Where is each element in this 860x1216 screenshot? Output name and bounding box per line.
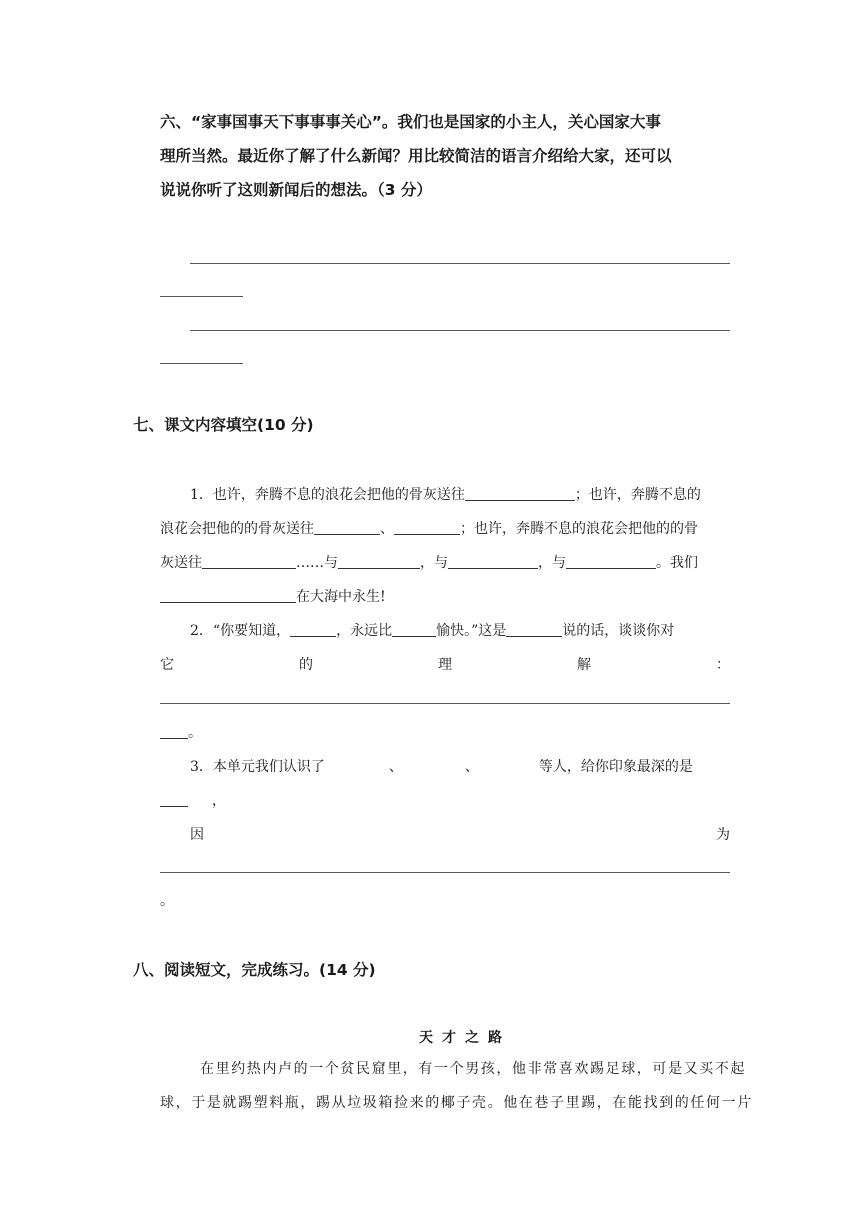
spread-char: 理 (438, 657, 452, 673)
q7-item2-line-2 (160, 654, 730, 674)
q7-item3-text: 等人，给你印象最深的是 (538, 759, 693, 775)
q7-item1-text: ，与 (420, 555, 448, 571)
q6-answer-line[interactable] (160, 296, 243, 297)
q7-item1-line-3 (160, 552, 698, 572)
q7-item1-text: ，与 (538, 555, 566, 571)
fill-blank[interactable] (160, 792, 188, 807)
spread-char: 它 (160, 657, 174, 673)
fill-blank[interactable] (160, 724, 188, 739)
fill-blank[interactable] (448, 554, 538, 569)
q7-item1-text: ；也许，奔腾不息的浪花会把他的的骨 (460, 521, 698, 537)
q8-heading: 八、阅读短文，完成练习。(14 分) (133, 961, 376, 979)
story-title: 天才之路 (419, 1030, 511, 1046)
q7-item2-text: 愉快。”这是 (436, 623, 507, 639)
fill-blank[interactable] (392, 622, 436, 637)
q7-item2-text: 。 (188, 725, 202, 741)
fill-blank[interactable] (290, 622, 336, 637)
q7-item3-text: ， (212, 793, 226, 809)
fill-blank[interactable] (394, 520, 460, 535)
q7-item1-line-2 (160, 518, 698, 538)
fill-blank[interactable] (465, 486, 575, 501)
q6-answer-line[interactable] (160, 363, 243, 364)
q7-item1-text: 、 (380, 521, 394, 537)
q7-item3-line-3 (190, 824, 730, 844)
q7-item1-text: ；也许，奔腾不息的 (574, 487, 701, 503)
q7-item1-text: 在大海中永生! (296, 589, 386, 605)
fill-blank[interactable] (314, 520, 380, 535)
fill-blank[interactable] (338, 554, 420, 569)
story-paragraph-line-2: 球，于是就踢塑料瓶，踢从垃圾箱捡来的椰子壳。他在巷子里踢，在能找到的任何一片 (160, 1095, 753, 1111)
q7-heading: 七、课文内容填空(10 分) (133, 416, 314, 434)
fill-blank[interactable] (566, 554, 656, 569)
q7-item2-text: 2．“你要知道， (190, 623, 291, 639)
q7-item3-line-1 (190, 756, 693, 776)
q7-item3-text: 、 (388, 759, 403, 775)
q7-item2-text: ，永远比 (336, 623, 393, 639)
story-paragraph-line-1: 在里约热内卢的一个贫民窟里，有一个男孩，他非常喜欢踢足球，可是又买不起 (200, 1061, 746, 1077)
q7-item2-line-4 (160, 722, 202, 742)
q7-item2-line-1 (190, 620, 674, 640)
q7-item1-line-1 (190, 484, 701, 504)
q6-answer-line[interactable] (190, 330, 730, 331)
spread-char: 解 (577, 657, 591, 673)
q7-item3-answer-line[interactable] (160, 872, 730, 873)
q7-item1-text: 。我们 (656, 555, 698, 571)
fill-blank[interactable] (160, 588, 296, 603)
q6-prompt-line-3: 说说你听了这则新闻后的想法。（3 分） (160, 181, 432, 199)
q7-item1-text: ……与 (296, 555, 338, 571)
fill-blank[interactable] (202, 554, 296, 569)
spread-char: 因 (190, 827, 204, 843)
spread-char: 的 (299, 657, 313, 673)
q7-item1-text: 浪花会把他的的骨灰送往 (160, 521, 314, 537)
spread-char: ： (716, 657, 730, 673)
q6-prompt-line-2: 理所当然。最近你了解了什么新闻？用比较简洁的语言介绍给大家，还可以 (160, 147, 672, 165)
q7-item3-text: 、 (464, 759, 479, 775)
q7-item2-text: 说的话，谈谈你对 (562, 623, 675, 639)
q7-item1-line-4 (160, 586, 386, 606)
q7-item1-text: 灰送往 (160, 555, 202, 571)
q6-prompt-line-1: 六、“家事国事天下事事事关心”。我们也是国家的小主人，关心国家大事 (160, 113, 661, 131)
q7-item2-answer-line[interactable] (160, 703, 730, 704)
q6-answer-line[interactable] (190, 263, 730, 264)
q7-item1-text: 1．也许，奔腾不息的浪花会把他的骨灰送往 (190, 487, 465, 503)
q7-item3-line-2 (160, 790, 226, 810)
spread-char: 为 (716, 827, 730, 843)
fill-blank[interactable] (506, 622, 562, 637)
q7-item3-end: 。 (160, 893, 174, 909)
q7-item3-text: 3．本单元我们认识了 (190, 759, 325, 775)
